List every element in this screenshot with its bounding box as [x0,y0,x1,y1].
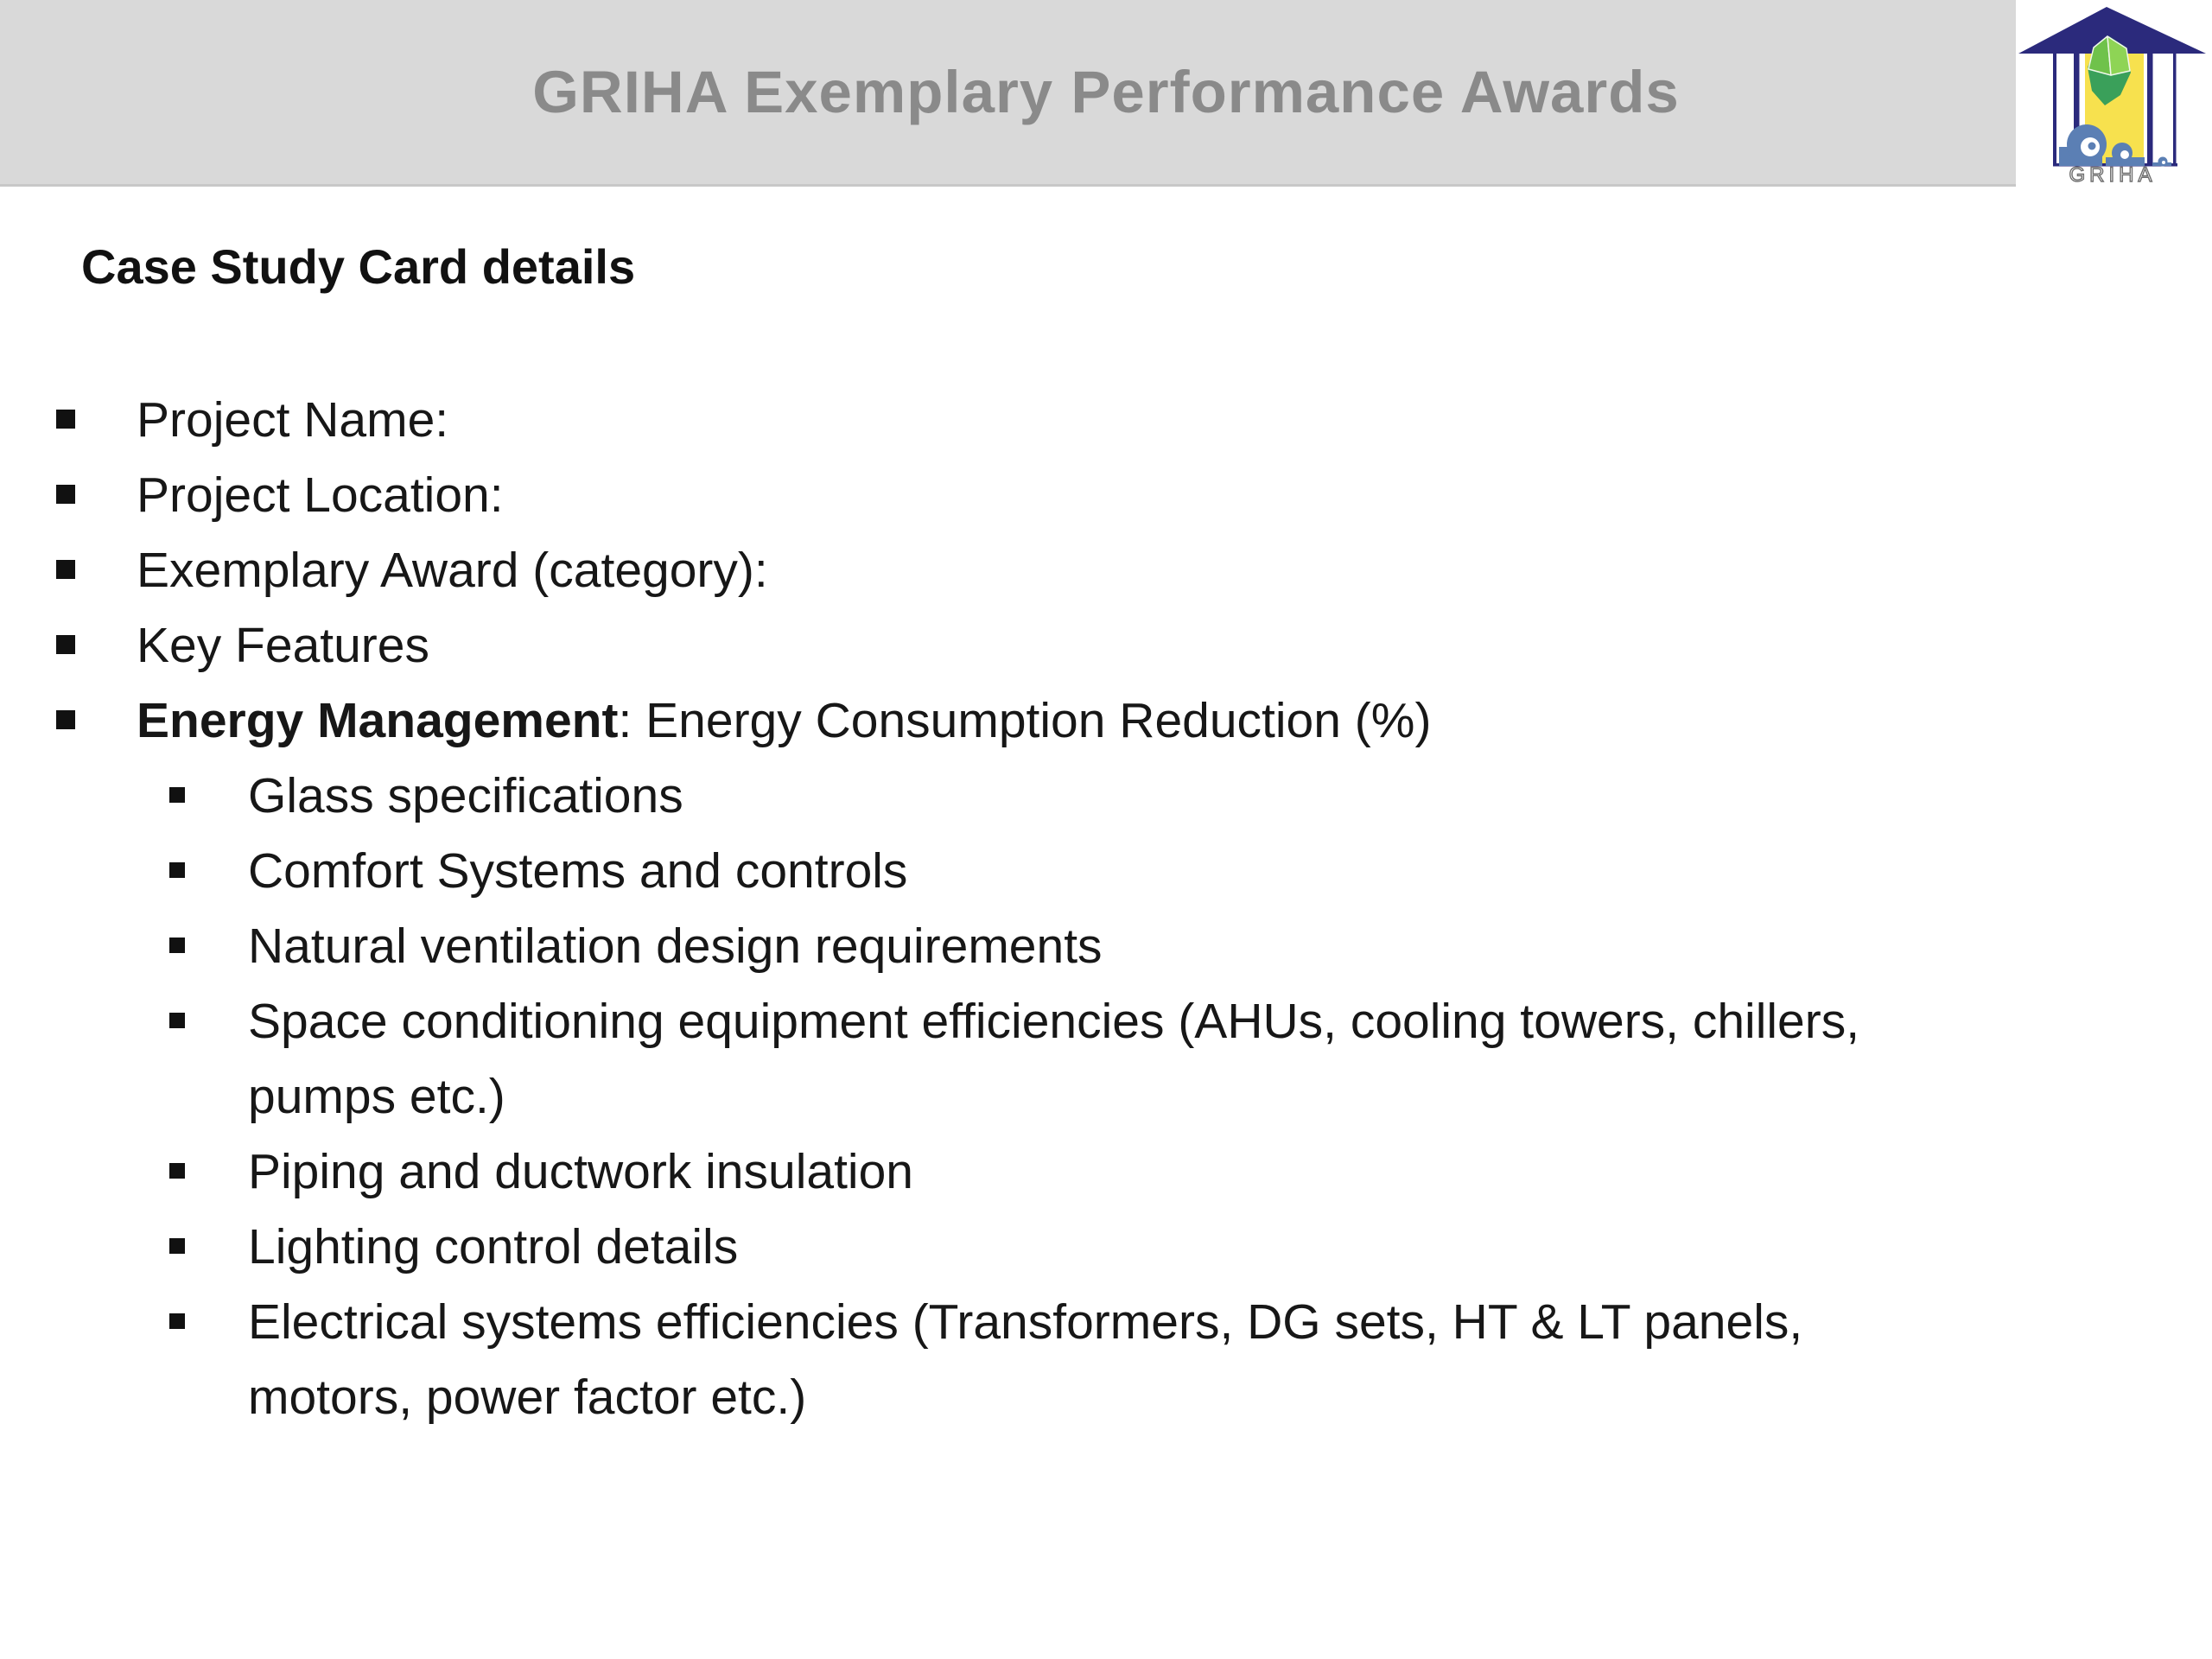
list-item [0,458,2212,533]
list-item-text: Energy Management: Energy Consumption Reduction (%) [137,693,1432,748]
list-item-text: Piping and ductwork insulation [248,1144,913,1199]
page-title: Case Study Card details [81,239,636,294]
list-item [0,608,2212,683]
list-item-text: Comfort Systems and controls [248,843,908,899]
list-item-text: Key Features [137,618,429,673]
list-item [0,1059,2212,1135]
list-item [0,683,2212,759]
list-item [0,909,2212,984]
list-item-text: Natural ventilation design requirements [248,918,1103,974]
bullet-square-icon [56,560,75,579]
list-item [0,759,2212,834]
bullet-square-icon [169,1013,185,1028]
list-item [0,1285,2212,1360]
bullet-list [0,383,2212,1435]
bullet-square-icon [56,635,75,654]
griha-logo-icon [2016,0,2212,187]
bullet-square-icon [56,485,75,504]
griha-logo-text: GRIHA [2069,163,2157,187]
list-item-text: Exemplary Award (category): [137,543,768,598]
list-item-text: Project Location: [137,467,504,523]
list-item-text: Electrical systems efficiencies (Transformers, DG sets, HT & LT panels, [248,1294,1803,1350]
slide-title: GRIHA Exemplary Performance Awards [532,58,1680,125]
bullet-square-icon [169,1238,185,1254]
list-item [0,1135,2212,1210]
bullet-square-icon [169,1163,185,1179]
list-item [0,834,2212,909]
bullet-square-icon [169,787,185,803]
list-item-text: Project Name: [137,392,449,448]
bullet-square-icon [169,1313,185,1329]
list-item [0,1360,2212,1435]
list-item [0,383,2212,458]
bullet-square-icon [56,410,75,429]
list-item-text: pumps etc.) [248,1069,505,1124]
bullet-square-icon [56,710,75,729]
list-item [0,1210,2212,1285]
bold-text: Energy Management [137,693,619,748]
list-item-text: Glass specifications [248,768,683,823]
list-item-text: Space conditioning equipment efficiencies (AHUs, cooling towers, chillers, [248,994,1860,1049]
list-item-text: Lighting control details [248,1219,739,1274]
list-item-text: motors, power factor etc.) [248,1370,807,1425]
list-item [0,533,2212,608]
bullet-square-icon [169,862,185,878]
bullet-square-icon [169,938,185,953]
list-item [0,984,2212,1059]
logo-box [2016,0,2212,187]
